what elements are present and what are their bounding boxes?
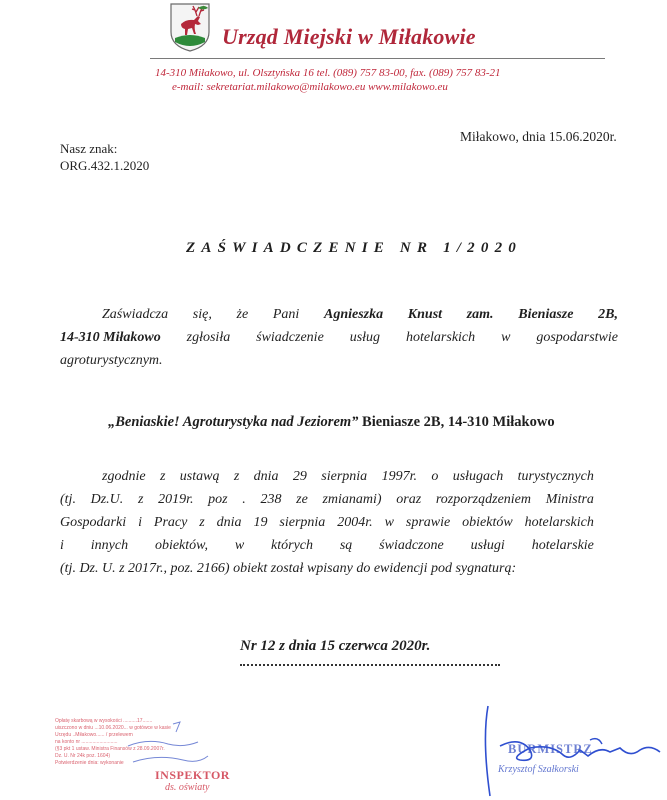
word: w — [384, 515, 394, 530]
object-name: „Beniaskie! Agroturystyka nad Jeziorem” — [108, 414, 359, 430]
word: oraz — [396, 492, 422, 507]
dotted-rule — [240, 664, 500, 666]
word: gospodarstwie — [536, 330, 618, 345]
word: z — [199, 515, 205, 530]
mayor-title: BURMISTRZ — [508, 742, 593, 756]
word: usługi — [470, 538, 505, 553]
object-address: Bieniasze 2B, 14-310 Miłakowo — [362, 414, 555, 430]
mayor-name: Krzysztof Szałkorski — [498, 764, 579, 775]
word: hotelarskich — [405, 330, 476, 345]
word: sprawie — [405, 515, 451, 530]
word: obiektów — [462, 515, 513, 530]
word: rozporządzeniem — [435, 492, 532, 507]
word: i — [138, 515, 142, 530]
certify-line-2 — [60, 326, 618, 349]
person-first-name: Agnieszka — [324, 307, 384, 322]
legal-line-1 — [60, 465, 594, 488]
word: zgłosiła — [186, 330, 231, 345]
word: hotelarskie — [531, 538, 594, 553]
address-word: Bieniasze — [518, 307, 574, 322]
certify-paragraph — [60, 303, 618, 372]
stamp-line: Opłatę skarbową w wysokości ..........17....... — [55, 718, 153, 724]
stamp-line: Potwierdzenie dnia: wykonanie — [55, 760, 124, 766]
word: 238 — [260, 492, 282, 507]
mayor-signature — [470, 700, 667, 800]
word: hotelarskich — [524, 515, 594, 530]
word: w — [234, 538, 245, 553]
word: których — [271, 538, 313, 553]
word: Dz.U. — [90, 492, 124, 507]
word: zmianami) — [322, 492, 382, 507]
word: Zaświadcza — [102, 307, 169, 322]
word: ustawą — [179, 469, 220, 484]
word: są — [339, 538, 353, 553]
word: z — [233, 469, 240, 484]
place-date: Miłakowo, dnia 15.06.2020r. — [460, 129, 617, 144]
word: się, — [192, 307, 212, 322]
word: Ministra — [545, 492, 594, 507]
header-rule — [150, 58, 605, 59]
certify-line-3: agroturystycznym. — [60, 353, 163, 368]
stamp-title: INSPEKTOR — [155, 768, 230, 782]
our-ref-value: ORG.432.1.2020 — [60, 158, 150, 173]
stamp-line: Dz. U. Nr 24k poz. 1604) — [55, 753, 111, 759]
word: ze — [296, 492, 308, 507]
document-title: ZAŚWIADCZENIE NR 1/2020 — [186, 240, 522, 256]
word: w — [501, 330, 511, 345]
word: sierpnia — [321, 469, 368, 484]
person-last-name: Knust — [407, 307, 443, 322]
stamp-line: (§3 pkt 1 ustaw. Ministra Finansów z 28.09.2007r. — [55, 746, 165, 752]
office-address: 14-310 Miłakowo, ul. Olsztyńska 16 tel. (089) 757 83-00, fax. (089) 757 83-21 — [155, 67, 501, 79]
legal-line-5: (tj. Dz. U. z 2017r., poz. 2166) obiekt został wpisany do ewidencji pod sygnaturą: — [60, 561, 517, 576]
address-word: 2B, — [598, 307, 618, 322]
legal-line-3 — [60, 511, 594, 534]
word: sierpnia — [279, 515, 326, 530]
word: zgodnie — [102, 469, 146, 484]
word: 2004r. — [337, 515, 373, 530]
word: usług — [349, 330, 381, 345]
word: 29 — [292, 469, 307, 484]
word: obiektów, — [154, 538, 208, 553]
word: Pracy — [153, 515, 188, 530]
our-ref-label: Nasz znak: — [60, 141, 118, 156]
word: poz — [208, 492, 228, 507]
legal-paragraph — [60, 465, 594, 580]
word: dnia — [216, 515, 242, 530]
word: i — [60, 538, 64, 553]
legal-line-4 — [60, 534, 594, 557]
word: z — [137, 492, 144, 507]
word: 1997r. — [381, 469, 417, 484]
word: Gospodarki — [60, 515, 127, 530]
word: dnia — [253, 469, 279, 484]
stamp-subtitle: ds. oświaty — [165, 782, 210, 793]
stamp-line: Urzędu ..Miłakowo...... / przelewem — [55, 732, 133, 738]
stamp-line: uiszczono w dniu ...10.06.2020... w gotówce w kasie — [55, 725, 171, 731]
office-contact: e-mail: sekretariat.milakowo@milakowo.eu www.milakowo.eu — [172, 81, 448, 93]
legal-line-2 — [60, 488, 594, 511]
word: (tj. — [60, 492, 76, 507]
word: 2019r. — [158, 492, 194, 507]
word: o — [431, 469, 439, 484]
postal-address: 14-310 Miłakowo — [60, 330, 161, 345]
word: innych — [90, 538, 129, 553]
word: zam. — [466, 307, 494, 322]
word: . — [242, 492, 246, 507]
word: usługach — [452, 469, 504, 484]
stamp-line: na konto nr .......................... — [55, 739, 118, 745]
deer-crest-icon — [168, 2, 212, 52]
word: że — [236, 307, 249, 322]
certify-line-1 — [60, 303, 618, 326]
word: świadczone — [379, 538, 444, 553]
word: z — [159, 469, 166, 484]
word: turystycznych — [517, 469, 594, 484]
word: świadczenie — [256, 330, 324, 345]
object-name-line — [108, 414, 555, 431]
registration-number: Nr 12 z dnia 15 czerwca 2020r. — [240, 638, 431, 654]
office-name: Urząd Miejski w Miłakowie — [222, 24, 476, 49]
word: Pani — [272, 307, 300, 322]
word: 19 — [253, 515, 268, 530]
